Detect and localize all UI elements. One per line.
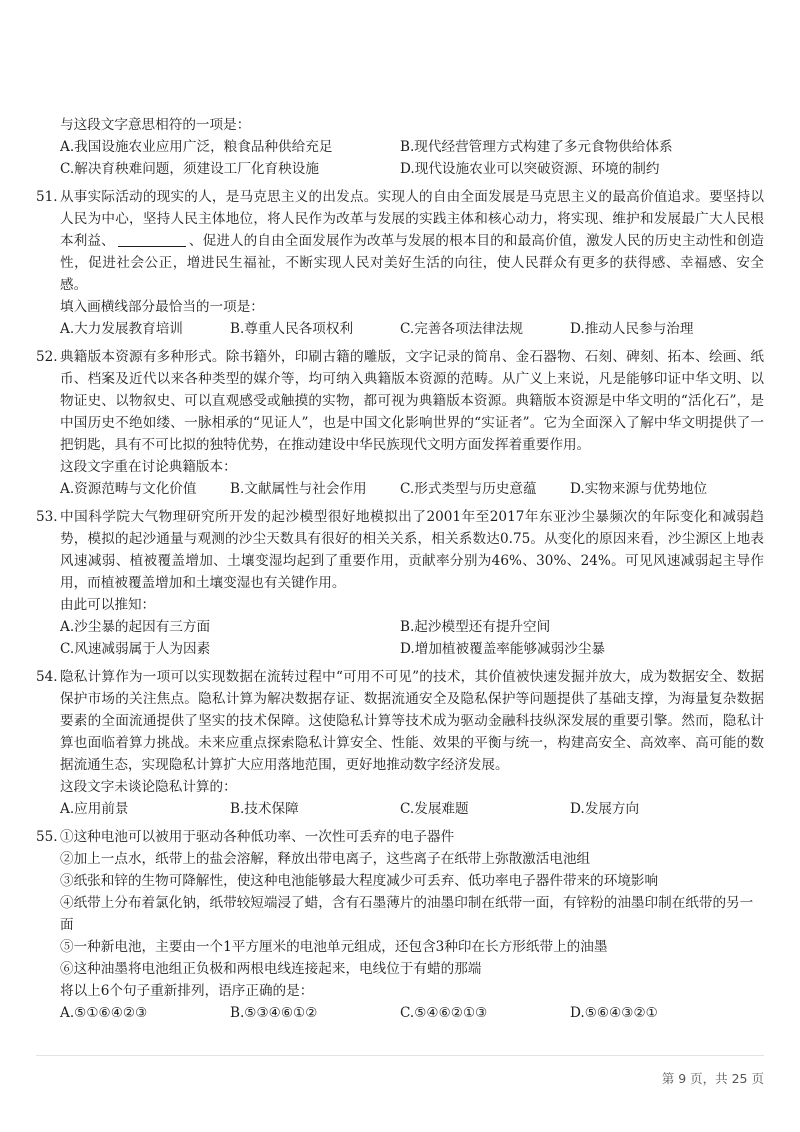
options bbox=[36, 1002, 764, 1024]
sentence-5: ⑤一种新电池，主要由一个1平方厘米的电池单元组成，还包含3种印在长方形纸带上的油墨 bbox=[60, 939, 608, 955]
option-a[interactable]: A.资源范畴与文化价值 bbox=[60, 481, 197, 497]
question-text: 典籍版本资源有多种形式。除书籍外，印刷古籍的雕版，文字记录的简帛、金石器物、石刻、碑刻、拓本、绘画、纸币、档案及近代以来各种类型的媒介等，均可纳入典籍版本资源的范畴。从广义上来说，凡是能够印证中华文明、以物证史、以物叙史、可以直观感受或触摸的实物，都可视为典籍版本资源。典籍版本资源是中华文明的“活化石”，是中国历史不绝如缕、一脉相承的“见证人”，也是中国文化影响世界的“实证者”。它为全面深入了解中华文明提供了一把钥匙，具有不可比拟的独特优势，在推动建设中华民族现代文明方面发挥着重要作用。 bbox=[60, 349, 764, 453]
options bbox=[36, 798, 764, 820]
option-c[interactable]: C.形式类型与历史意蕴 bbox=[400, 481, 537, 497]
question-number: 51. bbox=[36, 189, 58, 205]
option-a[interactable]: A.⑤①⑥④②③ bbox=[60, 1005, 148, 1021]
sentence-6: ⑥这种油墨将电池组正负极和两根电线连接起来，电线位于有蜡的那端 bbox=[60, 961, 482, 977]
option-a[interactable]: A.沙尘暴的起因有三方面 bbox=[60, 619, 211, 635]
option-a[interactable]: A.应用前景 bbox=[60, 801, 129, 817]
question-prompt: 将以上6个句子重新排列，语序正确的是： bbox=[60, 983, 314, 999]
question-prompt: 由此可以推知： bbox=[60, 597, 156, 613]
question-prompt: 填入画横线部分最恰当的一项是： bbox=[60, 299, 264, 315]
question-50 bbox=[36, 114, 764, 180]
question-55 bbox=[36, 826, 764, 1024]
question-number: 53. bbox=[36, 509, 58, 525]
question-number: 52. bbox=[36, 349, 58, 365]
option-a[interactable]: A.我国设施农业应用广泛，粮食品种供给充足 bbox=[60, 139, 333, 155]
option-a[interactable]: A.大力发展教育培训 bbox=[60, 321, 183, 337]
text-after-blank: 、促进人的自由全面发展作为改革与发展的根本目的和最高价值，激发人民的历史主动性和创造性，促进社会公正，增进民生福祉，不断实现人民对美好生活的向往，使人民群众有更多的获得感、幸福感、安全感。 bbox=[60, 233, 765, 293]
options bbox=[36, 478, 764, 500]
option-c[interactable]: C.完善各项法律法规 bbox=[400, 321, 523, 337]
options bbox=[36, 136, 764, 180]
option-b[interactable]: B.尊重人民各项权利 bbox=[230, 321, 354, 337]
options bbox=[36, 616, 764, 660]
option-d[interactable]: D.推动人民参与治理 bbox=[570, 321, 694, 337]
question-52 bbox=[36, 346, 764, 500]
sentence-3: ③纸张和锌的生物可降解性，使这种电池能够最大程度减少可丢弃、低功率电子器件带来的环境影响 bbox=[60, 873, 659, 889]
question-prompt: 这段文字重在讨论典籍版本： bbox=[60, 459, 237, 475]
question-number: 55. bbox=[36, 829, 58, 845]
fill-in-blank bbox=[118, 232, 186, 247]
option-b[interactable]: B.起沙模型还有提升空间 bbox=[400, 619, 551, 635]
option-d[interactable]: D.现代设施农业可以突破资源、环境的制约 bbox=[400, 161, 660, 177]
option-c[interactable]: C.解决育秧难问题，须建设工厂化育秧设施 bbox=[60, 161, 319, 177]
page-number: 第 9 页，共 25 页 bbox=[661, 1071, 764, 1086]
question-prompt: 这段文字未谈论隐私计算的： bbox=[60, 779, 237, 795]
option-c[interactable]: C.发展难题 bbox=[400, 801, 469, 817]
option-b[interactable]: B.现代经营管理方式构建了多元食物供给体系 bbox=[400, 139, 673, 155]
option-c[interactable]: C.风速减弱属于人为因素 bbox=[60, 641, 211, 657]
sentence-2: ②加上一点水，纸带上的盐会溶解，释放出带电离子，这些离子在纸带上弥散激活电池组 bbox=[60, 851, 591, 867]
question-number: 54. bbox=[36, 669, 58, 685]
option-d[interactable]: D.实物来源与优势地位 bbox=[570, 481, 708, 497]
footer-divider bbox=[36, 1055, 764, 1056]
option-d[interactable]: D.增加植被覆盖率能够减弱沙尘暴 bbox=[400, 641, 606, 657]
question-text: 隐私计算作为一项可以实现数据在流转过程中“可用不可见”的技术，其价值被快速发掘并放大，成为数据安全、数据保护市场的关注焦点。隐私计算为解决数据存证、数据流通安全及隐私保护等问题提供了基础支撑，为海量复杂数据要素的全面流通提供了坚实的技术保障。这使隐私计算等技术成为驱动金融科技纵深发展的重要引擎。然而，隐私计算也面临着算力挑战。未来应重点探索隐私计算安全、性能、效果的平衡与统一，构建高安全、高效率、高可能的数据流通生态，实现隐私计算扩大应用落地范围，更好地推动数字经济发展。 bbox=[60, 669, 764, 773]
question-54 bbox=[36, 666, 764, 820]
question-text bbox=[60, 186, 764, 296]
option-c[interactable]: C.⑤④⑥②①③ bbox=[400, 1005, 488, 1021]
question-text: 中国科学院大气物理研究所开发的起沙模型很好地模拟出了2001年至2017年东亚沙尘暴频次的年际变化和减弱趋势，模拟的起沙通量与观测的沙尘天数具有很好的相关关系，相关系数达0.75。从变化的原因来看，沙尘源区上地表风速减弱、植被覆盖增加、土壤变湿均起到了重要作用，贡献率分别为46%、30%、24%。可见风速减弱起主导作用，而植被覆盖增加和土壤变湿也有关键作用。 bbox=[60, 509, 764, 591]
sentence-1: ①这种电池可以被用于驱动各种低功率、一次性可丢弃的电子器件 bbox=[60, 829, 455, 845]
option-b[interactable]: B.文献属性与社会作用 bbox=[230, 481, 367, 497]
option-d[interactable]: D.⑤⑥④③②① bbox=[570, 1005, 658, 1021]
question-prompt: 与这段文字意思相符的一项是： bbox=[60, 117, 251, 133]
option-b[interactable]: B.技术保障 bbox=[230, 801, 299, 817]
options bbox=[36, 318, 764, 340]
question-53 bbox=[36, 506, 764, 660]
question-list bbox=[36, 114, 764, 1030]
option-d[interactable]: D.发展方向 bbox=[570, 801, 640, 817]
option-b[interactable]: B.⑤③④⑥①② bbox=[230, 1005, 318, 1021]
question-51 bbox=[36, 186, 764, 340]
text-before-blank: 从事实际活动的现实的人，是马克思主义的出发点。实现人的自由全面发展是马克思主义的最高价值追求。要坚持以人民为中心，坚持人民主体地位，将人民作为改革与发展的实践主体和核心动力，将实现、维护和发展最广大人民根本利益、 bbox=[60, 189, 764, 249]
sentence-4: ④纸带上分布着氯化钠，纸带较短端浸了蜡，含有石墨薄片的油墨印制在纸带一面，有锌粉的油墨印制在纸带的另一面 bbox=[60, 895, 754, 933]
